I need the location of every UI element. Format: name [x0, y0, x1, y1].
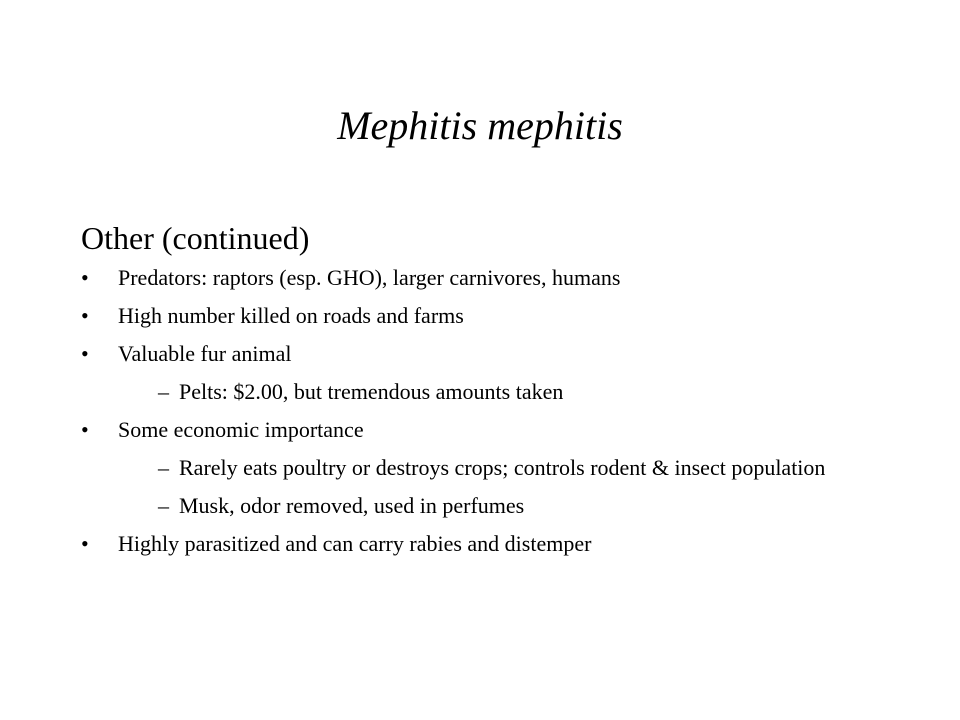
sub-item-pelts — [81, 379, 881, 405]
sub-item-musk — [81, 493, 881, 519]
dash-marker: – — [158, 379, 169, 404]
bullet-item-roadkill — [81, 303, 881, 329]
bullet-item-economic — [81, 417, 881, 443]
sub-item-text: Pelts: $2.00, but tremendous amounts taken — [179, 379, 564, 404]
bullet-text: Predators: raptors (esp. GHO), larger carnivores, humans — [118, 265, 621, 290]
bullet-list — [81, 265, 881, 569]
sub-item-text: Musk, odor removed, used in perfumes — [179, 493, 525, 518]
bullet-marker: • — [81, 303, 89, 328]
slide-title: Mephitis mephitis — [337, 103, 623, 148]
bullet-marker: • — [81, 531, 89, 556]
bullet-marker: • — [81, 265, 89, 290]
bullet-text: Valuable fur animal — [118, 341, 292, 366]
bullet-text: Highly parasitized and can carry rabies and distemper — [118, 531, 592, 556]
sub-item-text: Rarely eats poultry or destroys crops; controls rodent & insect population — [179, 455, 826, 480]
bullet-text: High number killed on roads and farms — [118, 303, 464, 328]
bullet-marker: • — [81, 341, 89, 366]
bullet-item-predators — [81, 265, 881, 291]
bullet-marker: • — [81, 417, 89, 442]
sub-item-crops — [81, 455, 881, 481]
bullet-item-parasites — [81, 531, 881, 557]
bullet-item-fur — [81, 341, 881, 367]
section-heading: Other (continued) — [81, 220, 310, 256]
dash-marker: – — [158, 493, 169, 518]
dash-marker: – — [158, 455, 169, 480]
bullet-text: Some economic importance — [118, 417, 364, 442]
